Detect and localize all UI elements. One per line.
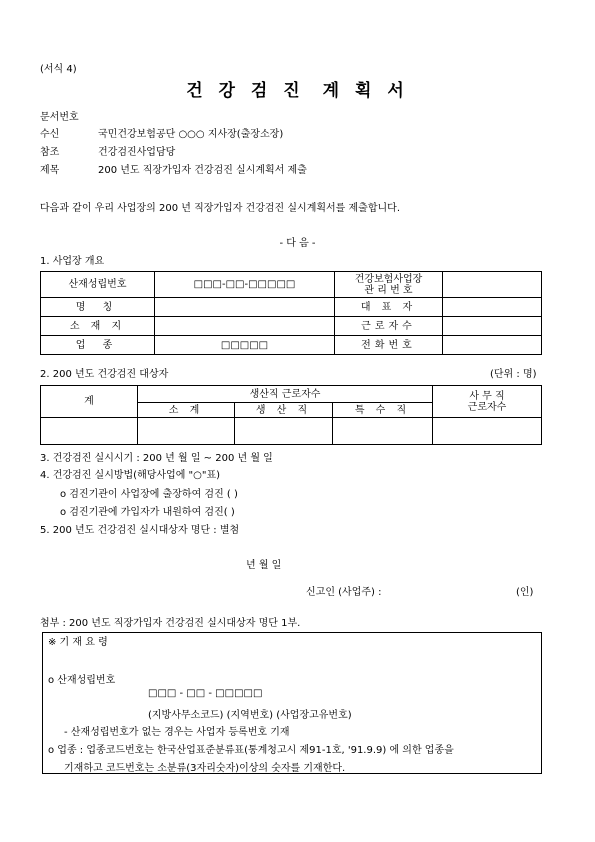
method-option-visit[interactable]: o 검진기관이 사업장에 출장하여 검진 ( ) — [60, 489, 238, 500]
instruction-note: - 산재성립번호가 없는 경우는 사업자 등록번호 기재 — [64, 727, 290, 738]
total-field[interactable] — [41, 418, 138, 445]
unit-label: (단위 : 명) — [490, 369, 537, 380]
section3-exam-period: 3. 건강검진 실시시기 : 200 년 월 일 ~ 200 년 월 일 — [40, 453, 273, 464]
location-field[interactable] — [155, 317, 335, 336]
instruction-code-pattern: □□□ - □□ - □□□□□ — [148, 688, 263, 699]
instructions-title: ※ 기 재 요 령 — [48, 637, 108, 648]
header-office-workers — [433, 386, 542, 418]
label-health-insurance-no — [335, 272, 443, 298]
health-insurance-no-field[interactable] — [443, 272, 542, 298]
subtotal-field[interactable] — [138, 418, 235, 445]
label-employee-count: 근로자수 — [335, 317, 443, 336]
instruction-accident-no: o 산재성립번호 — [48, 675, 116, 686]
reference-value: 건강검진사업담당 — [98, 147, 176, 158]
header-subtotal: 소 계 — [138, 403, 235, 418]
special-field[interactable] — [333, 418, 433, 445]
section1-title: 1. 사업장 개요 — [40, 256, 105, 267]
subject-value: 200 년도 직장가입자 건강검진 실시계획서 제출 — [98, 165, 307, 176]
page-title — [0, 76, 595, 101]
recipient-label: 수신 — [40, 129, 60, 140]
industry-field[interactable]: □□□□□ — [155, 336, 335, 355]
label-phone: 전화번호 — [335, 336, 443, 355]
instruction-industry-line1: o 업종 : 업종코드번호는 한국산업표준분류표(통계청고시 제91-1호, '91.9.9) 에 의한 업종을 — [48, 745, 454, 756]
subject-label: 제목 — [40, 165, 60, 176]
method-option-clinic[interactable]: o 검진기관에 가입자가 내원하여 검진( ) — [60, 507, 235, 518]
section2-title: 2. 200 년도 건강검진 대상자 — [40, 369, 169, 380]
section4-title: 4. 건강검진 실시방법(해당사업에 "○"표) — [40, 470, 221, 481]
production-field[interactable] — [235, 418, 333, 445]
instruction-industry-line2: 기재하고 코드번호는 소분류(3자리숫자)이상의 숫자를 기재한다. — [64, 763, 346, 774]
instruction-code-labels: (지방사무소코드) (지역번호) (사업장고유번호) — [148, 710, 352, 721]
phone-field[interactable] — [443, 336, 542, 355]
attachment-note: 첨부 : 200 년도 직장가입자 건강검진 실시대상자 명단 1부. — [40, 618, 301, 629]
label-representative: 대 표 자 — [335, 298, 443, 317]
reference-label: 참조 — [40, 147, 60, 158]
intro-text: 다음과 같이 우리 사업장의 200 년 직장가입자 건강검진 실시계획서를 제출합니다. — [40, 203, 400, 214]
label-health-insurance-no-line2: 관 리 번 호 — [364, 284, 413, 296]
exam-target-table — [40, 385, 542, 445]
date-line: 년 월 일 — [246, 560, 282, 571]
label-health-insurance-no-line1: 건강보험사업장 — [354, 273, 423, 285]
title-part-a: 건 강 검 진 — [186, 81, 305, 101]
header-office-workers-line1: 사 무 직 — [469, 390, 505, 402]
name-field[interactable] — [155, 298, 335, 317]
title-part-b: 계 획 서 — [322, 81, 409, 101]
header-total: 계 — [41, 386, 138, 418]
label-location: 소 재 지 — [41, 317, 155, 336]
header-office-workers-line2: 근로자수 — [467, 401, 507, 413]
reporter-label: 신고인 (사업주) : — [306, 587, 382, 598]
business-overview-table — [40, 271, 542, 355]
employee-count-field[interactable] — [443, 317, 542, 336]
header-production: 생 산 직 — [235, 403, 333, 418]
seal-mark: (인) — [516, 587, 534, 598]
header-production-workers: 생산직 근로자수 — [138, 386, 433, 403]
form-number: (서식 4) — [40, 64, 77, 75]
office-workers-field[interactable] — [433, 418, 542, 445]
representative-field[interactable] — [443, 298, 542, 317]
recipient-value: 국민건강보험공단 ○○○ 지사장(출장소장) — [98, 129, 284, 140]
doc-number-label: 문서번호 — [40, 112, 79, 123]
label-industrial-accident-no: 산재성립번호 — [41, 272, 155, 298]
label-industry: 업 종 — [41, 336, 155, 355]
header-special: 특 수 직 — [333, 403, 433, 418]
center-heading: - 다 음 - — [279, 238, 316, 249]
label-name: 명 칭 — [41, 298, 155, 317]
industrial-accident-no-field[interactable]: □□□-□□-□□□□□ — [155, 272, 335, 298]
section5-target-list: 5. 200 년도 건강검진 실시대상자 명단 : 별첨 — [40, 525, 240, 536]
